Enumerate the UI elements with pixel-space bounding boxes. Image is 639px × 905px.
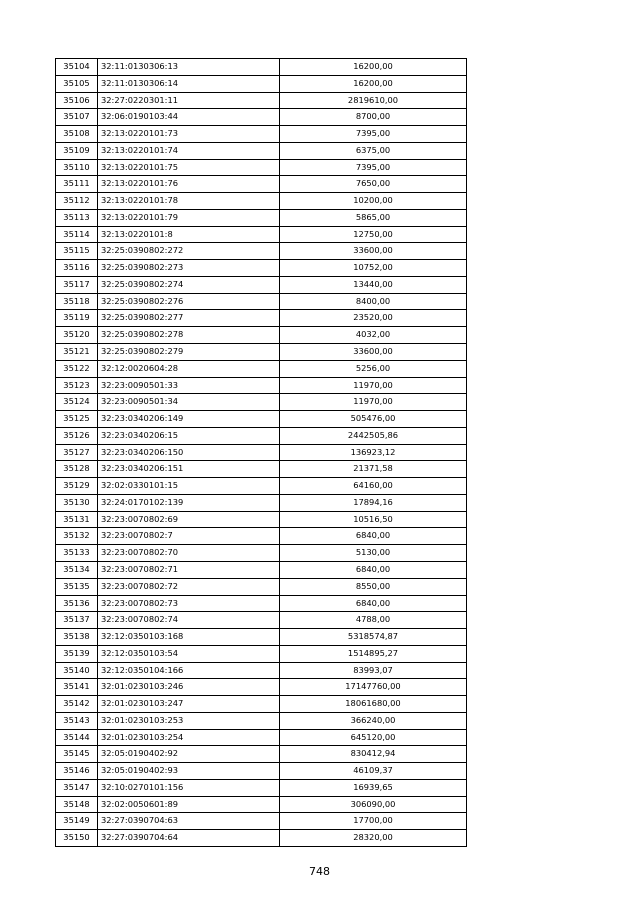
- cadastral-number-cell: 32:12:0350103:54: [98, 645, 280, 662]
- row-number-cell: 35138: [56, 629, 98, 646]
- table-row: [56, 729, 467, 746]
- cadastral-value-cell: 8700,00: [280, 109, 467, 126]
- cadastral-value-cell: 6840,00: [280, 595, 467, 612]
- cadastral-number-cell: 32:12:0350103:168: [98, 629, 280, 646]
- cadastral-number-cell: 32:05:0190402:93: [98, 763, 280, 780]
- cadastral-value-cell: 830412,94: [280, 746, 467, 763]
- row-number-cell: 35127: [56, 444, 98, 461]
- cadastral-number-cell: 32:27:0390704:63: [98, 813, 280, 830]
- table-row: [56, 712, 467, 729]
- cadastral-number-cell: 32:23:0340206:150: [98, 444, 280, 461]
- table-row: [56, 478, 467, 495]
- table-body: [56, 59, 467, 847]
- table-row: [56, 142, 467, 159]
- row-number-cell: 35125: [56, 411, 98, 428]
- cadastral-number-cell: 32:24:0170102:139: [98, 494, 280, 511]
- cadastral-value-cell: 18061680,00: [280, 696, 467, 713]
- cadastral-value-cell: 4788,00: [280, 612, 467, 629]
- cadastral-value-cell: 46109,37: [280, 763, 467, 780]
- cadastral-value-cell: 11970,00: [280, 394, 467, 411]
- table-row: [56, 746, 467, 763]
- row-number-cell: 35134: [56, 561, 98, 578]
- table-row: [56, 545, 467, 562]
- row-number-cell: 35121: [56, 344, 98, 361]
- table-row: [56, 595, 467, 612]
- row-number-cell: 35111: [56, 176, 98, 193]
- cadastral-number-cell: 32:13:0220101:79: [98, 209, 280, 226]
- cadastral-value-cell: 23520,00: [280, 310, 467, 327]
- table-row: [56, 494, 467, 511]
- cadastral-number-cell: 32:23:0090501:34: [98, 394, 280, 411]
- table-row: [56, 243, 467, 260]
- cadastral-number-cell: 32:27:0220301:11: [98, 92, 280, 109]
- cadastral-number-cell: 32:01:0230103:253: [98, 712, 280, 729]
- cadastral-value-cell: 16200,00: [280, 75, 467, 92]
- cadastral-number-cell: 32:06:0190103:44: [98, 109, 280, 126]
- row-number-cell: 35105: [56, 75, 98, 92]
- cadastral-number-cell: 32:13:0220101:74: [98, 142, 280, 159]
- cadastral-number-cell: 32:27:0390704:64: [98, 830, 280, 847]
- table-row: [56, 226, 467, 243]
- cadastral-value-cell: 10516,50: [280, 511, 467, 528]
- cadastral-value-cell: 645120,00: [280, 729, 467, 746]
- table-row: [56, 293, 467, 310]
- cadastral-number-cell: 32:13:0220101:75: [98, 159, 280, 176]
- row-number-cell: 35115: [56, 243, 98, 260]
- table-row: [56, 411, 467, 428]
- cadastral-number-cell: 32:23:0070802:7: [98, 528, 280, 545]
- row-number-cell: 35150: [56, 830, 98, 847]
- row-number-cell: 35149: [56, 813, 98, 830]
- table-row: [56, 394, 467, 411]
- row-number-cell: 35142: [56, 696, 98, 713]
- cadastral-value-cell: 5256,00: [280, 360, 467, 377]
- table-row: [56, 578, 467, 595]
- cadastral-value-cell: 7395,00: [280, 159, 467, 176]
- cadastral-number-cell: 32:23:0070802:72: [98, 578, 280, 595]
- cadastral-number-cell: 32:23:0070802:71: [98, 561, 280, 578]
- cadastral-number-cell: 32:23:0070802:74: [98, 612, 280, 629]
- cadastral-number-cell: 32:25:0390802:276: [98, 293, 280, 310]
- cadastral-number-cell: 32:13:0220101:8: [98, 226, 280, 243]
- cadastral-value-cell: 8550,00: [280, 578, 467, 595]
- cadastral-number-cell: 32:25:0390802:278: [98, 327, 280, 344]
- table-row: [56, 662, 467, 679]
- row-number-cell: 35109: [56, 142, 98, 159]
- cadastral-number-cell: 32:23:0070802:70: [98, 545, 280, 562]
- row-number-cell: 35126: [56, 427, 98, 444]
- table-row: [56, 629, 467, 646]
- table-row: [56, 59, 467, 76]
- cadastral-value-cell: 6840,00: [280, 561, 467, 578]
- row-number-cell: 35118: [56, 293, 98, 310]
- row-number-cell: 35143: [56, 712, 98, 729]
- table-row: [56, 260, 467, 277]
- row-number-cell: 35147: [56, 779, 98, 796]
- row-number-cell: 35133: [56, 545, 98, 562]
- row-number-cell: 35139: [56, 645, 98, 662]
- land-cadastral-value-table: [55, 58, 467, 847]
- row-number-cell: 35123: [56, 377, 98, 394]
- cadastral-value-cell: 5318574,87: [280, 629, 467, 646]
- cadastral-value-cell: 8400,00: [280, 293, 467, 310]
- table-row: [56, 310, 467, 327]
- cadastral-number-cell: 32:10:0270101:156: [98, 779, 280, 796]
- cadastral-number-cell: 32:25:0390802:272: [98, 243, 280, 260]
- table-row: [56, 360, 467, 377]
- cadastral-value-cell: 366240,00: [280, 712, 467, 729]
- table-row: [56, 377, 467, 394]
- cadastral-number-cell: 32:25:0390802:274: [98, 276, 280, 293]
- cadastral-value-cell: 10200,00: [280, 193, 467, 210]
- cadastral-value-cell: 64160,00: [280, 478, 467, 495]
- table-row: [56, 427, 467, 444]
- row-number-cell: 35135: [56, 578, 98, 595]
- table-row: [56, 92, 467, 109]
- row-number-cell: 35140: [56, 662, 98, 679]
- cadastral-value-cell: 4032,00: [280, 327, 467, 344]
- cadastral-number-cell: 32:13:0220101:76: [98, 176, 280, 193]
- cadastral-value-cell: 17700,00: [280, 813, 467, 830]
- cadastral-number-cell: 32:23:0340206:149: [98, 411, 280, 428]
- cadastral-value-cell: 2442505,86: [280, 427, 467, 444]
- table-row: [56, 830, 467, 847]
- cadastral-value-cell: 13440,00: [280, 276, 467, 293]
- row-number-cell: 35114: [56, 226, 98, 243]
- row-number-cell: 35110: [56, 159, 98, 176]
- cadastral-value-cell: 33600,00: [280, 344, 467, 361]
- row-number-cell: 35129: [56, 478, 98, 495]
- cadastral-number-cell: 32:01:0230103:246: [98, 679, 280, 696]
- table-row: [56, 779, 467, 796]
- table-row: [56, 209, 467, 226]
- row-number-cell: 35104: [56, 59, 98, 76]
- cadastral-number-cell: 32:23:0070802:73: [98, 595, 280, 612]
- cadastral-value-cell: 6840,00: [280, 528, 467, 545]
- cadastral-number-cell: 32:23:0340206:151: [98, 461, 280, 478]
- row-number-cell: 35128: [56, 461, 98, 478]
- row-number-cell: 35108: [56, 126, 98, 143]
- cadastral-number-cell: 32:02:0050601:89: [98, 796, 280, 813]
- cadastral-value-cell: 12750,00: [280, 226, 467, 243]
- table-row: [56, 461, 467, 478]
- cadastral-number-cell: 32:11:0130306:13: [98, 59, 280, 76]
- cadastral-number-cell: 32:23:0340206:15: [98, 427, 280, 444]
- cadastral-value-cell: 5130,00: [280, 545, 467, 562]
- row-number-cell: 35112: [56, 193, 98, 210]
- table-row: [56, 796, 467, 813]
- cadastral-value-cell: 11970,00: [280, 377, 467, 394]
- cadastral-value-cell: 16939,65: [280, 779, 467, 796]
- row-number-cell: 35131: [56, 511, 98, 528]
- cadastral-value-cell: 17894,16: [280, 494, 467, 511]
- cadastral-number-cell: 32:02:0330101:15: [98, 478, 280, 495]
- cadastral-number-cell: 32:11:0130306:14: [98, 75, 280, 92]
- row-number-cell: 35144: [56, 729, 98, 746]
- table-row: [56, 344, 467, 361]
- cadastral-number-cell: 32:25:0390802:277: [98, 310, 280, 327]
- cadastral-value-cell: 306090,00: [280, 796, 467, 813]
- cadastral-value-cell: 2819610,00: [280, 92, 467, 109]
- row-number-cell: 35124: [56, 394, 98, 411]
- table-row: [56, 679, 467, 696]
- cadastral-number-cell: 32:05:0190402:92: [98, 746, 280, 763]
- cadastral-value-cell: 17147760,00: [280, 679, 467, 696]
- table-row: [56, 276, 467, 293]
- table-row: [56, 528, 467, 545]
- row-number-cell: 35122: [56, 360, 98, 377]
- cadastral-number-cell: 32:25:0390802:279: [98, 344, 280, 361]
- cadastral-number-cell: 32:23:0090501:33: [98, 377, 280, 394]
- row-number-cell: 35120: [56, 327, 98, 344]
- cadastral-value-cell: 1514895,27: [280, 645, 467, 662]
- row-number-cell: 35148: [56, 796, 98, 813]
- cadastral-value-cell: 10752,00: [280, 260, 467, 277]
- row-number-cell: 35119: [56, 310, 98, 327]
- table-row: [56, 444, 467, 461]
- cadastral-value-cell: 5865,00: [280, 209, 467, 226]
- table-row: [56, 763, 467, 780]
- row-number-cell: 35106: [56, 92, 98, 109]
- cadastral-value-cell: 136923,12: [280, 444, 467, 461]
- cadastral-number-cell: 32:12:0020604:28: [98, 360, 280, 377]
- row-number-cell: 35107: [56, 109, 98, 126]
- cadastral-number-cell: 32:01:0230103:254: [98, 729, 280, 746]
- cadastral-value-cell: 6375,00: [280, 142, 467, 159]
- cadastral-value-cell: 28320,00: [280, 830, 467, 847]
- table-row: [56, 813, 467, 830]
- row-number-cell: 35146: [56, 763, 98, 780]
- table-row: [56, 561, 467, 578]
- row-number-cell: 35117: [56, 276, 98, 293]
- row-number-cell: 35113: [56, 209, 98, 226]
- table-row: [56, 327, 467, 344]
- cadastral-number-cell: 32:13:0220101:73: [98, 126, 280, 143]
- cadastral-number-cell: 32:23:0070802:69: [98, 511, 280, 528]
- row-number-cell: 35145: [56, 746, 98, 763]
- row-number-cell: 35132: [56, 528, 98, 545]
- cadastral-value-cell: 7395,00: [280, 126, 467, 143]
- row-number-cell: 35137: [56, 612, 98, 629]
- table-row: [56, 612, 467, 629]
- table-row: [56, 126, 467, 143]
- cadastral-number-cell: 32:12:0350104:166: [98, 662, 280, 679]
- table-row: [56, 193, 467, 210]
- table-row: [56, 176, 467, 193]
- table-row: [56, 511, 467, 528]
- cadastral-number-cell: 32:25:0390802:273: [98, 260, 280, 277]
- cadastral-value-cell: 21371,58: [280, 461, 467, 478]
- cadastral-value-cell: 16200,00: [280, 59, 467, 76]
- row-number-cell: 35136: [56, 595, 98, 612]
- page-number: 748: [309, 865, 330, 878]
- row-number-cell: 35130: [56, 494, 98, 511]
- cadastral-number-cell: 32:13:0220101:78: [98, 193, 280, 210]
- table-row: [56, 645, 467, 662]
- cadastral-value-cell: 505476,00: [280, 411, 467, 428]
- table-row: [56, 159, 467, 176]
- table-row: [56, 75, 467, 92]
- row-number-cell: 35116: [56, 260, 98, 277]
- cadastral-value-cell: 7650,00: [280, 176, 467, 193]
- table-row: [56, 109, 467, 126]
- table-row: [56, 696, 467, 713]
- cadastral-value-cell: 83993,07: [280, 662, 467, 679]
- cadastral-number-cell: 32:01:0230103:247: [98, 696, 280, 713]
- cadastral-value-cell: 33600,00: [280, 243, 467, 260]
- row-number-cell: 35141: [56, 679, 98, 696]
